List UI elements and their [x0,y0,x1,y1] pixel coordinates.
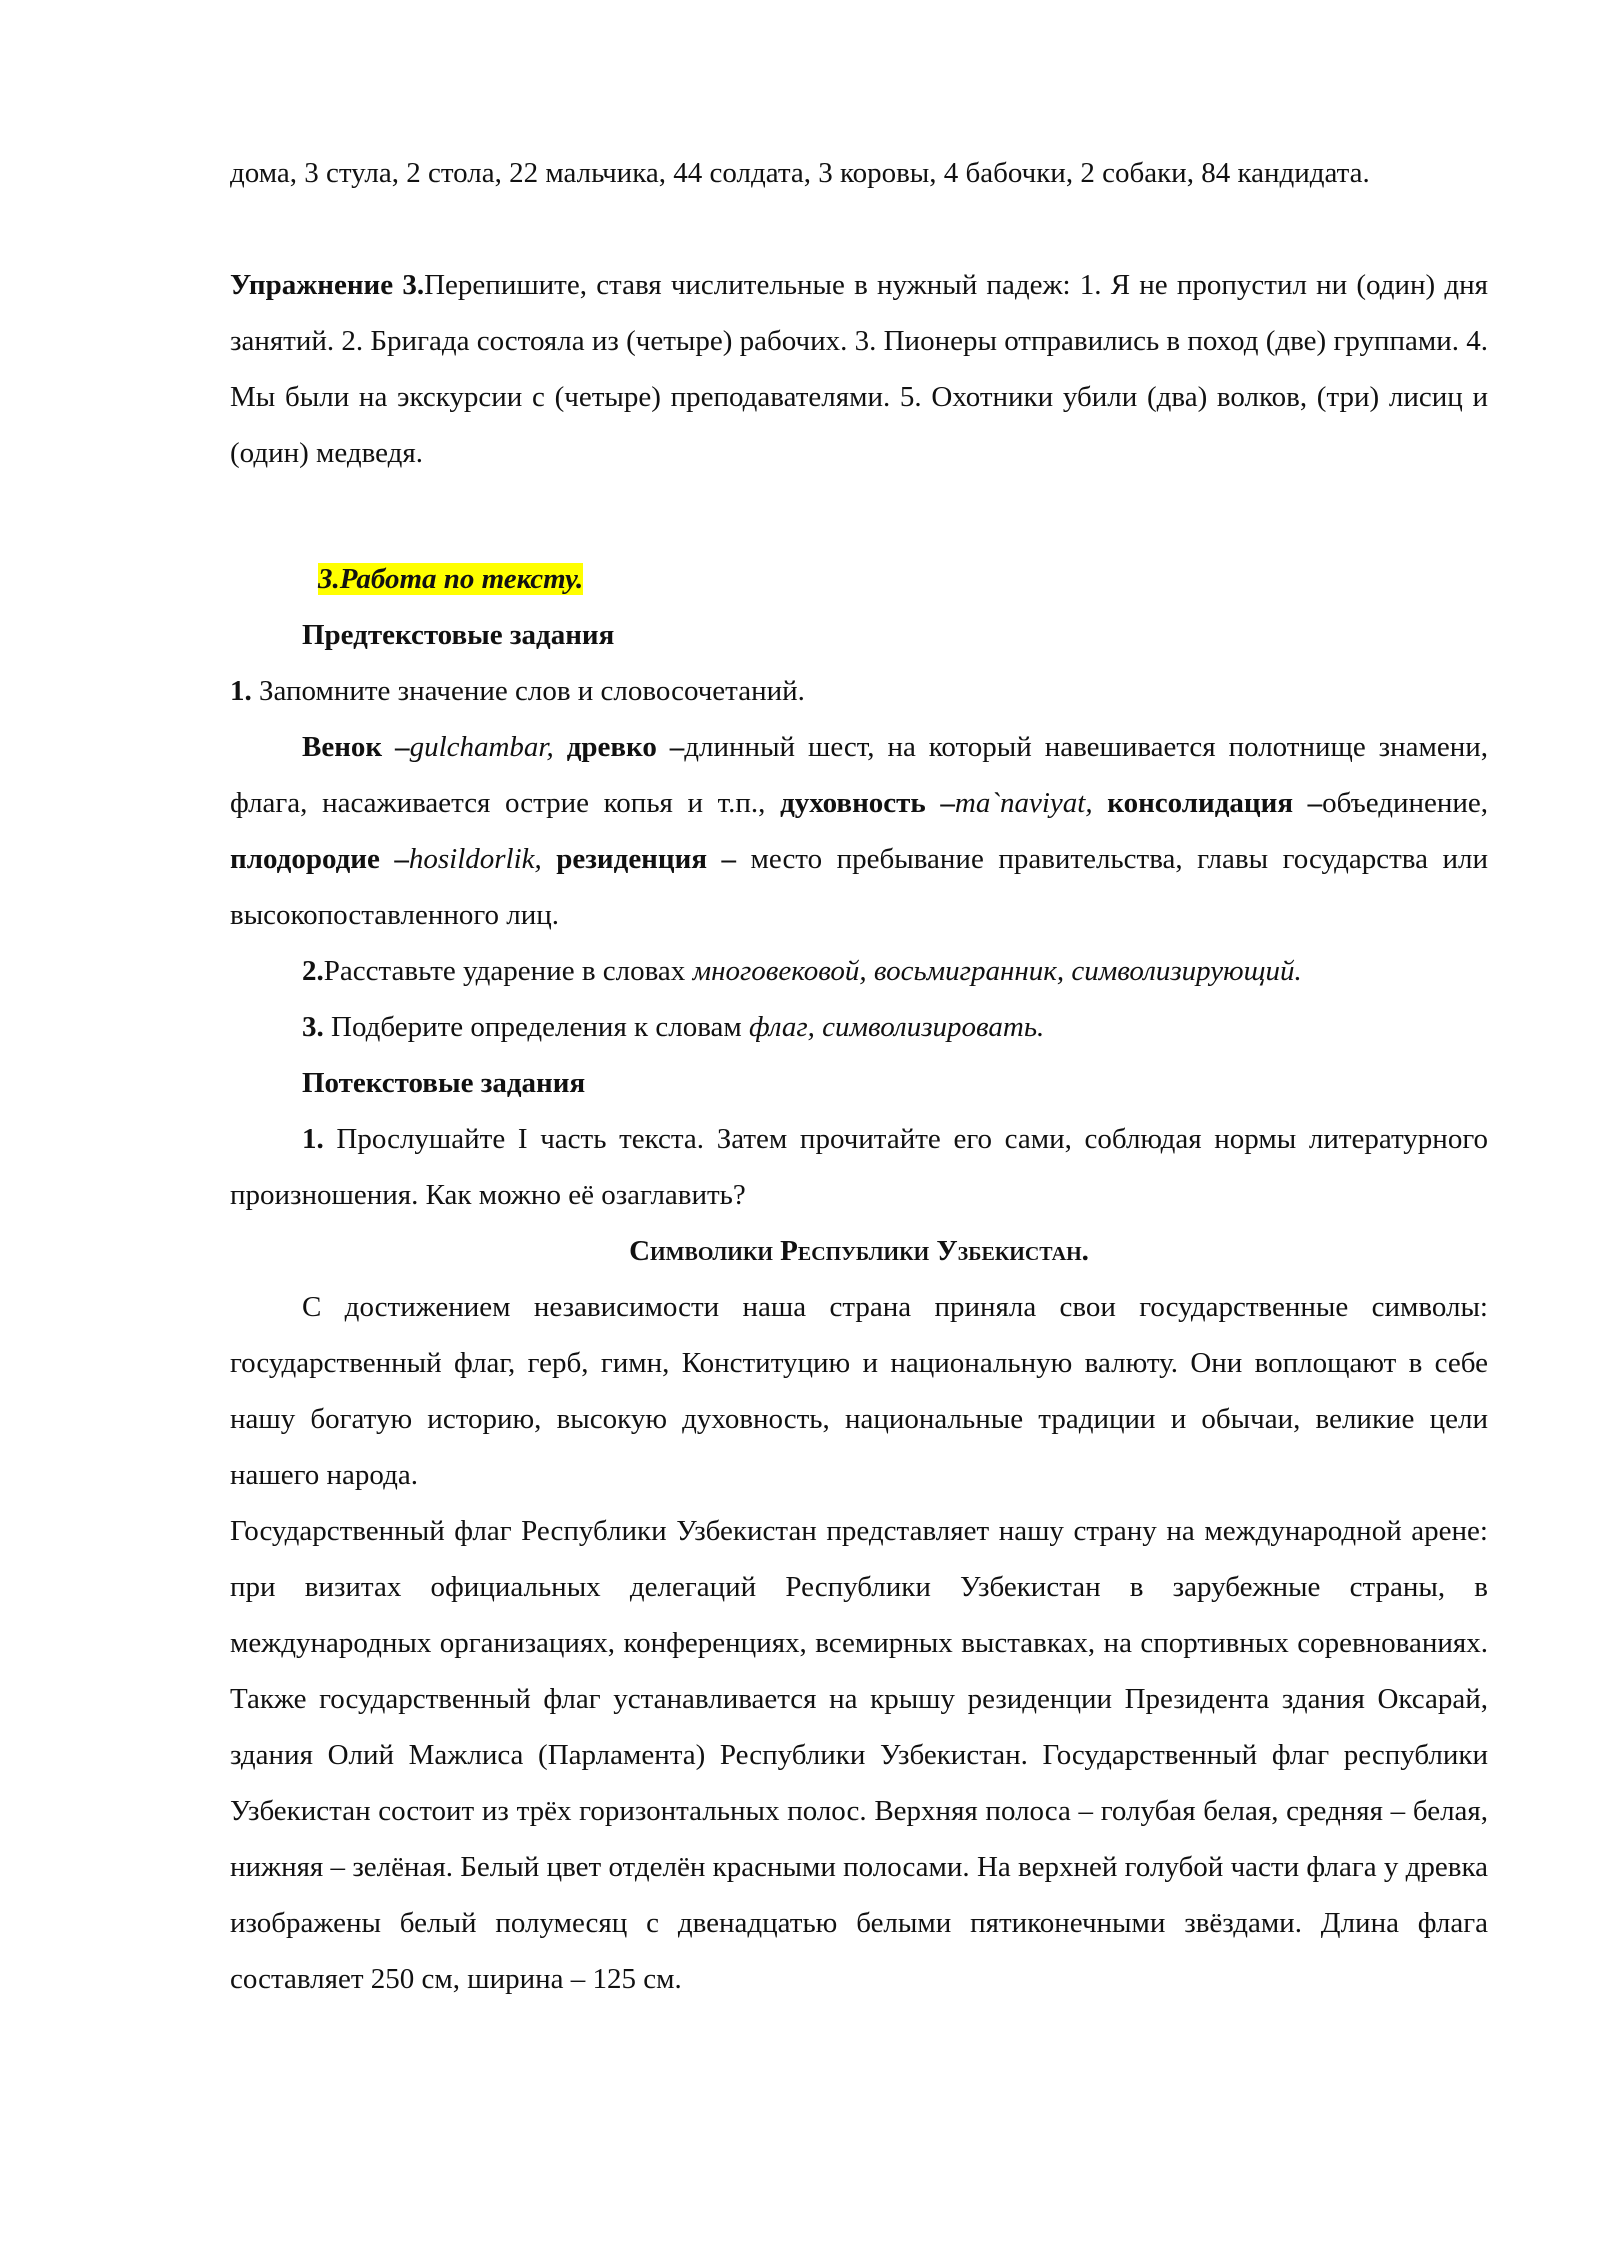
vocab-word-plodorodie: плодородие – [230,843,409,875]
posttext-task-1-text: Прослушайте I часть текста. Затем прочитайте его сами, соблюдая нормы литературного произношения. Как можно её озаглавить? [230,1123,1488,1211]
task-3-number: 3. [302,1011,324,1043]
vocab-word-konsolidatsiya: консолидация – [1107,787,1323,819]
vocab-def-drevko: длинный шест, на который навешивается полотнище знамени, флага, насаживается острие копья и т.п., [230,731,1488,819]
spacer [230,201,1488,257]
task-2-text: Расставьте ударение в словах [323,955,693,987]
task-3-text: Подберите определения к словам [323,1011,749,1043]
vocab-def-venok: gulchambar, [409,731,554,763]
task-3-words: флаг, символизировать. [749,1011,1045,1043]
body-paragraph-1: С достижением независимости наша страна приняла свои государственные символы: государственный флаг, герб, гимн, Конституцию и национальную валюту. Они воплощают в себе нашу богатую историю, высокую духовность, национальные традиции и обычаи, великие цели нашего народа. [230,1291,1488,1491]
vocab-word-drevko: древко – [566,731,685,763]
task-2-number: 2. [302,955,324,987]
exercise-3-label: Упражнение 3. [230,269,425,301]
document-page [230,145,1488,2007]
task-2-words: многовековой, восьмигранник, символизирующий. [692,955,1302,987]
vocab-word-dukhovnost: духовность – [780,787,955,819]
exercise-3 [230,257,1488,481]
vocab-def-rezidentsiya: место пребывание правительства, главы государства или высокопоставленного лиц. [230,843,1488,931]
task-1 [230,663,1488,719]
posttext-heading: Потекстовые задания [302,1067,586,1099]
spacer [230,481,1488,537]
vocab-word-rezidentsiya: резиденция – [556,843,736,875]
task-3 [230,999,1488,1055]
task-2 [230,943,1488,999]
pretext-heading: Предтекстовые задания [302,619,615,651]
task-1-text: Запомните значение слов и словосочетаний. [251,675,805,707]
vocabulary-paragraph [230,719,1488,943]
vocab-def-konsolidatsiya: объединение, [1322,787,1489,819]
section-heading [230,551,1488,607]
vocab-def-dukhovnost: ma`naviyat, [954,787,1093,819]
section-heading-text: 3.Работа по тексту. [318,563,584,595]
task-1-number: 1. [230,675,252,707]
posttext-task-1 [230,1111,1488,1223]
spacer [230,537,1488,551]
text-title: Символики Республики Узбекистан. [629,1235,1089,1267]
posttext-task-1-number: 1. [302,1123,324,1155]
vocab-word-venok: Венок – [302,731,410,763]
body-paragraph-2: Государственный флаг Республики Узбекистан представляет нашу страну на международной арене: при визитах официальных делегаций Республики Узбекистан в зарубежные страны, в международных организациях, конференциях, всемирных выставках, на спортивных соревнованиях. Также государственный флаг устанавливается на крышу резиденции Президента здания Оксарай, здания Олий Мажлиса (Парламента) Республики Узбекистан. Государственный флаг республики Узбекистан состоит из трёх горизонтальных полос. Верхняя полоса – голубая белая, средняя – белая, нижняя – зелёная. Белый цвет отделён красными полосами. На верхней голубой части флага у древка изображены белый полумесяц с двенадцатью белыми пятиконечными звёздами. Длина флага составляет 250 см, ширина – 125 см. [230,1515,1488,1995]
paragraph-numerals-list: дома, 3 стула, 2 стола, 22 мальчика, 44 солдата, 3 коровы, 4 бабочки, 2 собаки, 84 кандидата. [230,157,1370,189]
vocab-def-plodorodie: hosildorlik, [408,843,542,875]
exercise-3-text: Перепишите, ставя числительные в нужный падеж: 1. Я не пропустил ни (один) дня занятий. 2. Бригада состояла из (четыре) рабочих. 3. Пионеры отправились в поход (две) группами. 4. Мы были на экскурсии с (четыре) преподавателями. 5. Охотники убили (два) волков, (три) лисиц и (один) медведя. [230,269,1488,469]
